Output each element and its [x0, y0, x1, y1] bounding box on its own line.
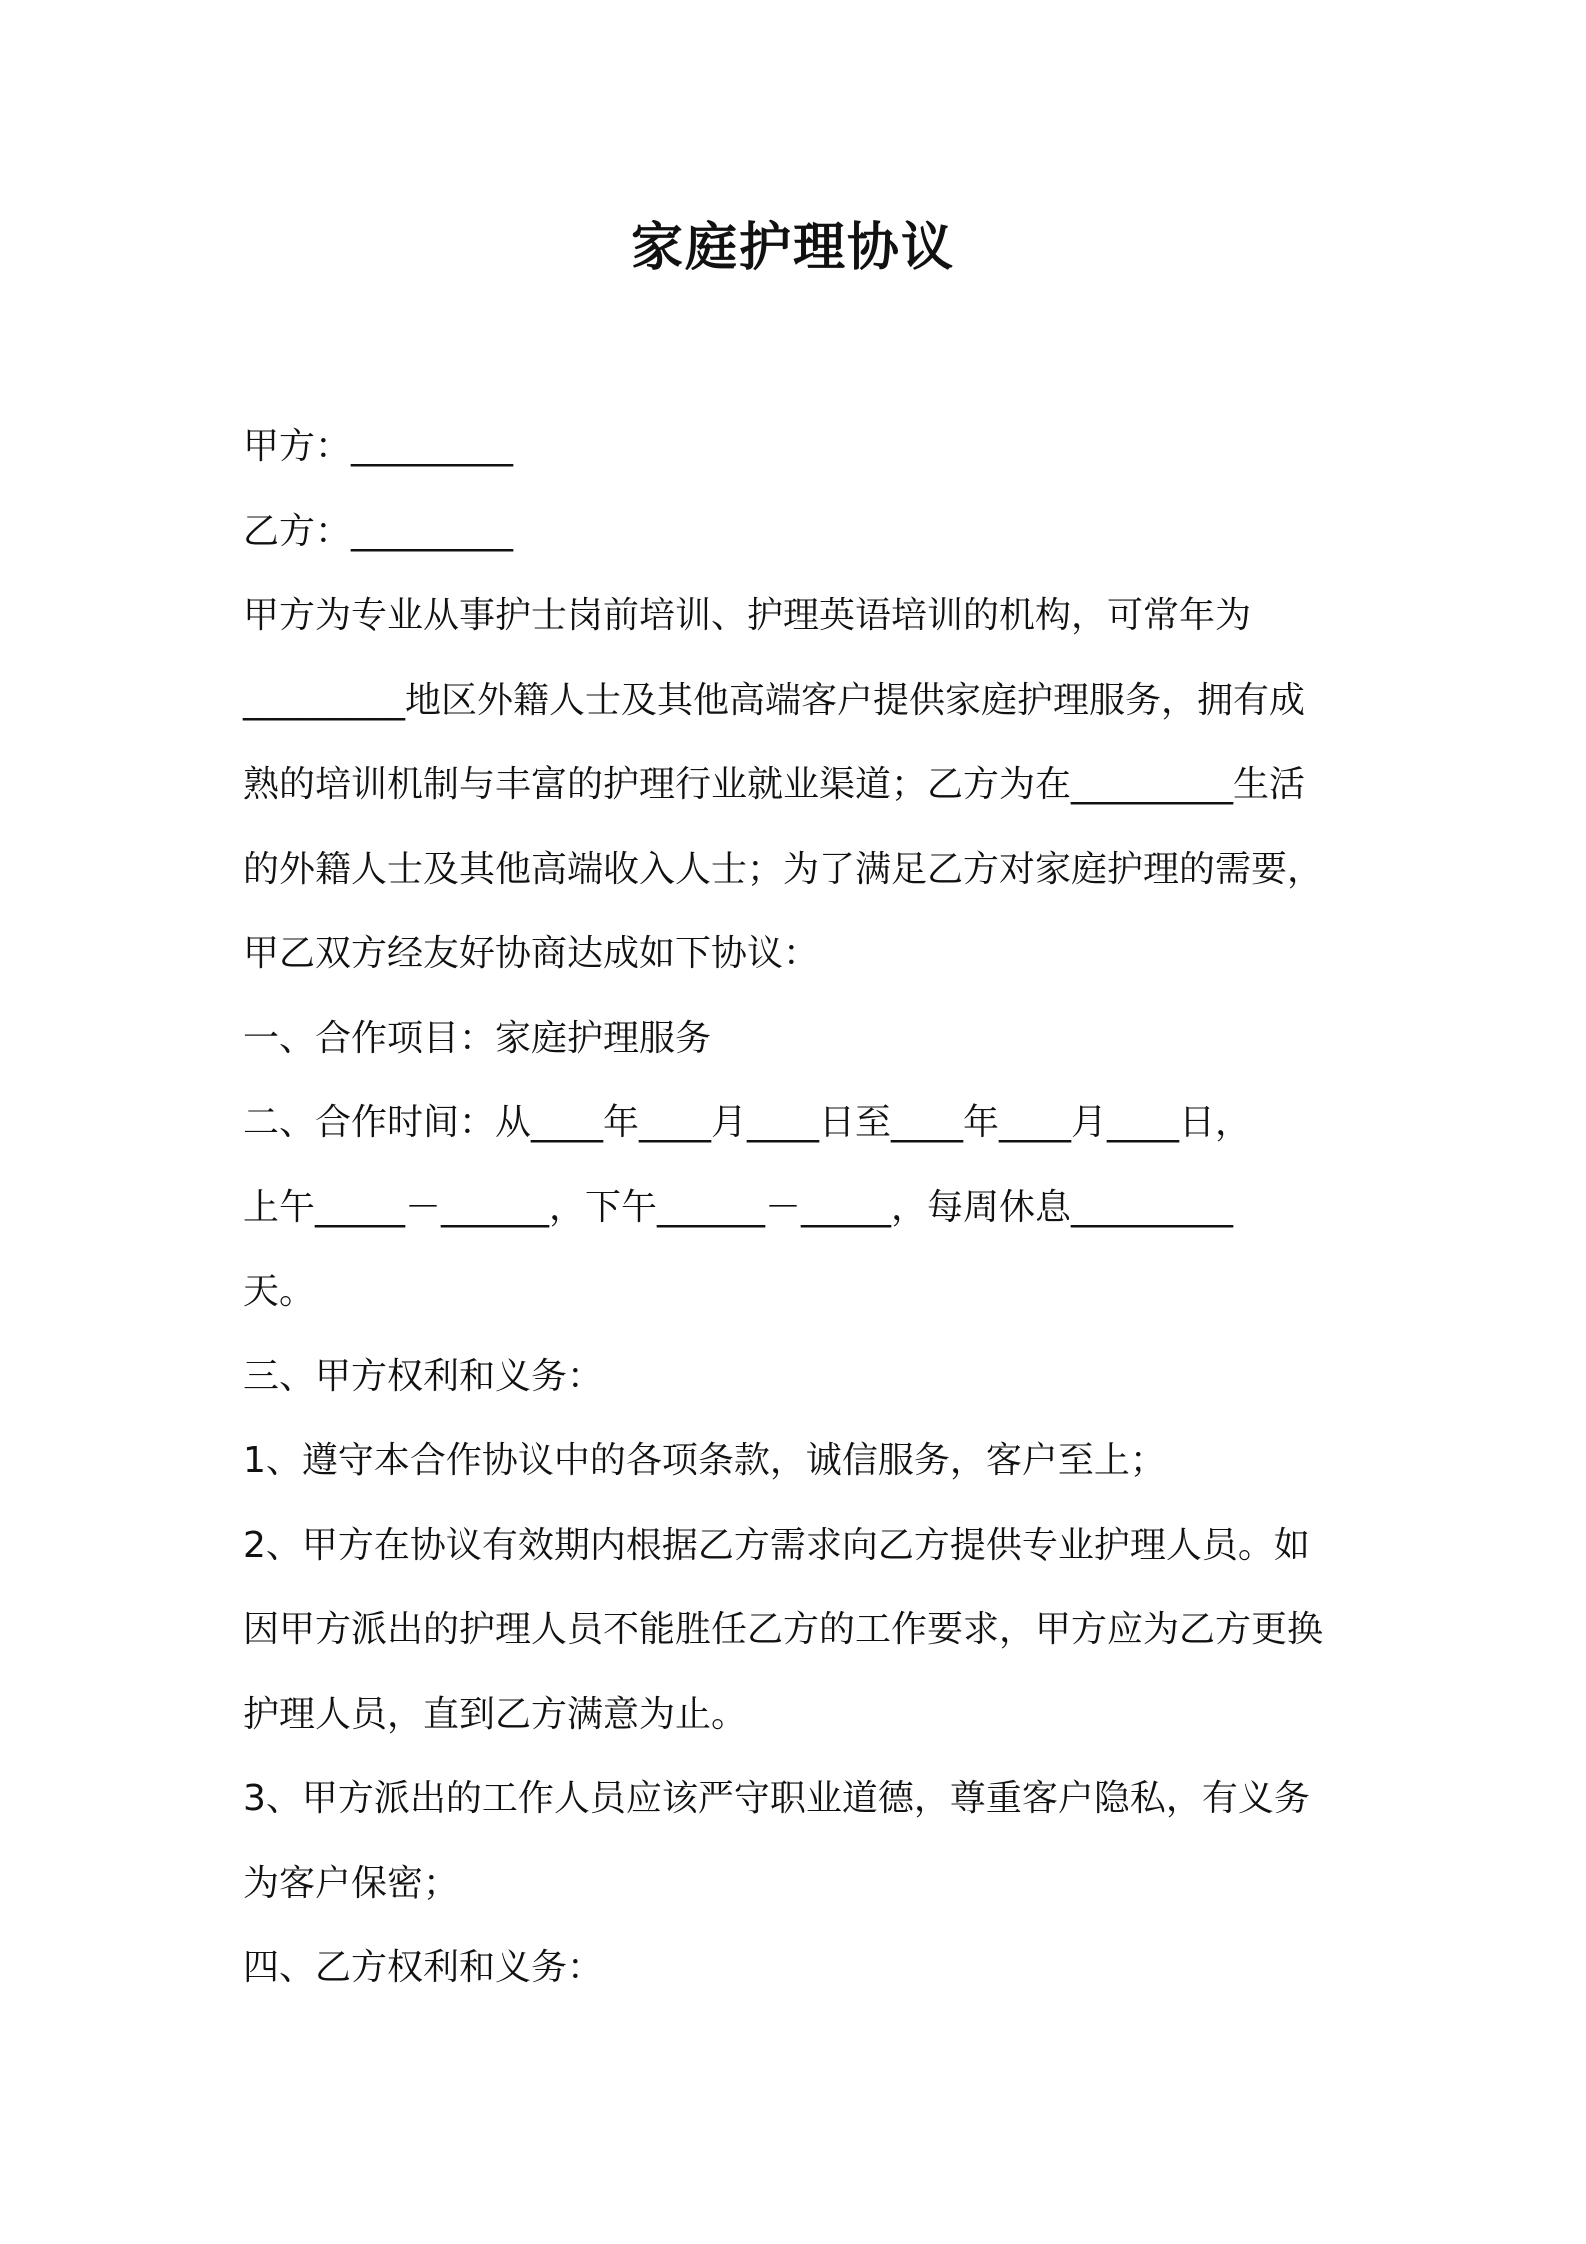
document-body: [243, 405, 1353, 2011]
preamble-line-4: 的外籍人士及其他高端收入人士；为了满足乙方对家庭护理的需要，: [243, 848, 1324, 890]
clause-3-3-line-2: 为客户保密；: [243, 1862, 460, 1904]
preamble-line-3: 熟的培训机制与丰富的护理行业就业渠道；乙方为在_________生活: [243, 764, 1306, 805]
section-2-line-3: 天。: [243, 1271, 316, 1312]
preamble-line-5: 甲乙双方经友好协商达成如下协议：: [243, 933, 820, 974]
clause-3-2-line-1: 2、甲方在协议有效期内根据乙方需求向乙方提供专业护理人员。如: [243, 1524, 1310, 1566]
section-2-line-1: 二、合作时间：从____年____月____日至____年____月____日，: [243, 1102, 1252, 1143]
preamble-line-1: 甲方为专业从事护士岗前培训、护理英语培训的机构，可常年为: [243, 595, 1252, 636]
party-b-line: 乙方：_________: [243, 510, 514, 552]
section-4-heading: 四、乙方权利和义务：: [243, 1947, 604, 1988]
clause-3-1: 1、遵守本合作协议中的各项条款，诚信服务，客户至上；: [243, 1440, 1166, 1481]
preamble-line-2: _________地区外籍人士及其他高端客户提供家庭护理服务，拥有成: [243, 679, 1306, 721]
clause-3-2-line-2: 因甲方派出的护理人员不能胜任乙方的工作要求，甲方应为乙方更换: [243, 1609, 1324, 1650]
party-a-line: 甲方：_________: [243, 426, 514, 467]
clause-3-2-line-3: 护理人员，直到乙方满意为止。: [243, 1693, 748, 1735]
clause-3-3-line-1: 3、甲方派出的工作人员应该严守职业道德，尊重客户隐私，有义务: [243, 1778, 1310, 1819]
document-title: 家庭护理协议: [630, 218, 955, 278]
section-3-heading: 三、甲方权利和义务：: [243, 1355, 604, 1397]
section-1-heading: 一、合作项目：家庭护理服务: [243, 1017, 712, 1059]
section-2-line-2: 上午_____－______，下午______－_____，每周休息_________: [243, 1186, 1234, 1228]
